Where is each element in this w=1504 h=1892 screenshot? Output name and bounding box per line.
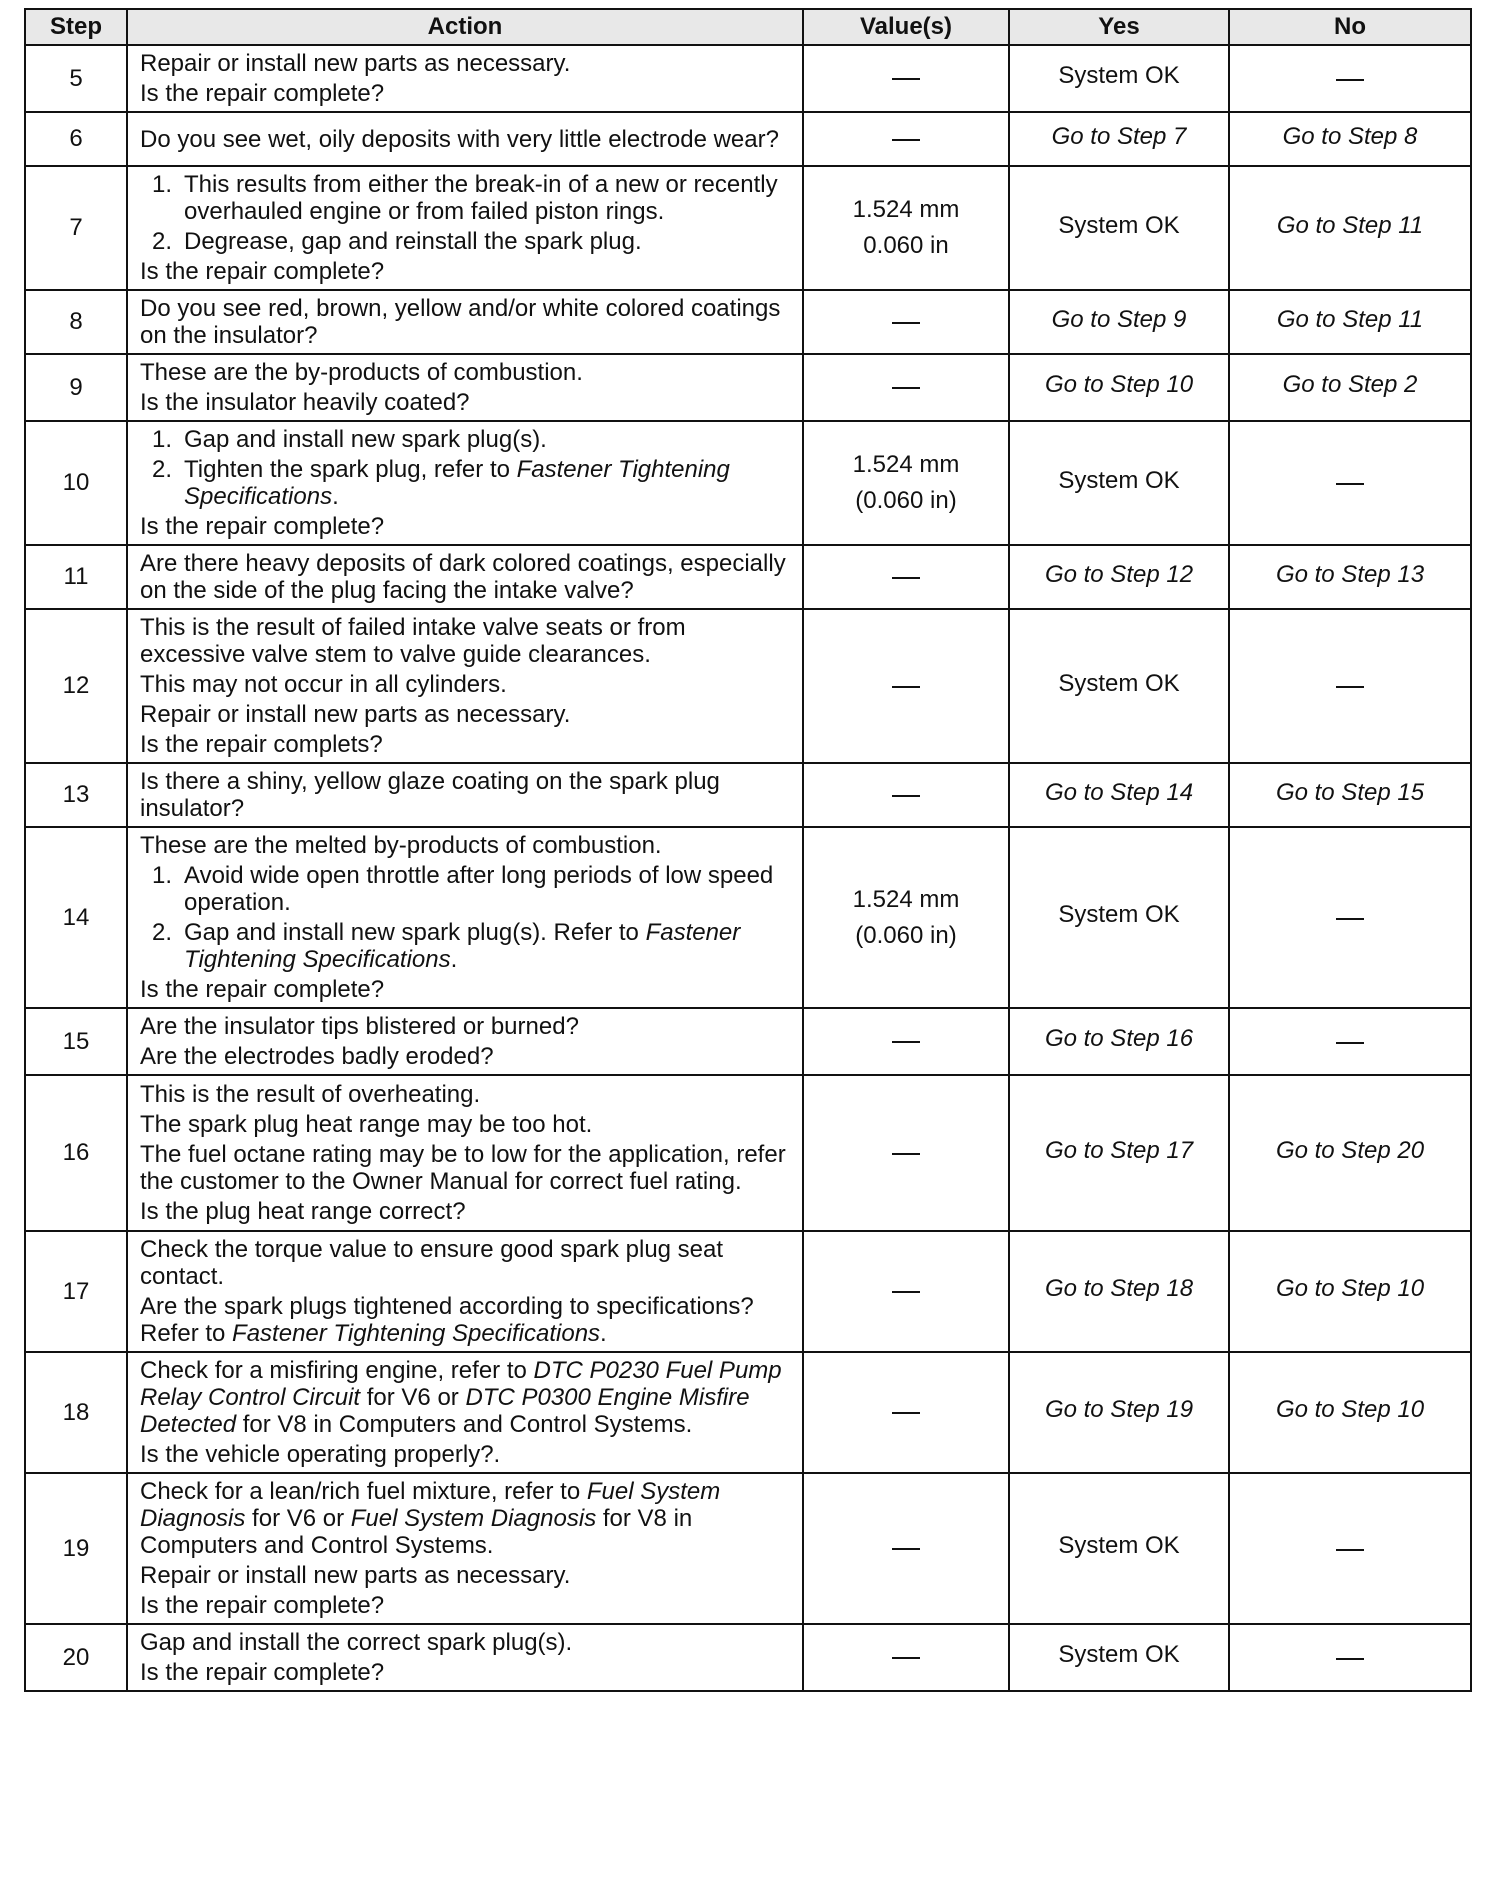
action-paragraph	[140, 389, 792, 416]
action-text: Are the insulator tips blistered or burned?	[140, 1013, 579, 1040]
list-text	[184, 426, 792, 453]
action-text: This results from either the break-in of a new or recently overhauled engine or from failed piston rings.	[184, 171, 778, 225]
action-text: Are the spark plugs tightened according to specifications? Refer to	[140, 1293, 754, 1347]
no-cell	[1229, 112, 1471, 166]
step-cell: 20	[25, 1624, 127, 1691]
em-dash-mark	[892, 577, 920, 579]
action-list-item	[140, 228, 792, 255]
no-cell	[1229, 421, 1471, 545]
table-row	[25, 354, 1471, 421]
action-text: Check for a misfiring engine, refer to	[140, 1357, 534, 1384]
step-cell: 13	[25, 763, 127, 827]
values-cell	[803, 290, 1009, 354]
action-paragraph	[140, 550, 792, 604]
no-cell	[1229, 1008, 1471, 1075]
goto-step-text: Go to Step 13	[1275, 560, 1425, 588]
reference-link-text: Fastener Tightening Specifications	[184, 456, 730, 510]
values-cell	[803, 1008, 1009, 1075]
header-yes: Yes	[1009, 9, 1229, 45]
goto-step-text: Go to Step 20	[1275, 1136, 1425, 1164]
no-cell	[1229, 609, 1471, 763]
system-ok-text: System OK	[1058, 1641, 1180, 1668]
action-text: Gap and install the correct spark plug(s).	[140, 1629, 573, 1656]
step-cell: 8	[25, 290, 127, 354]
em-dash-mark	[1336, 79, 1364, 81]
action-text: for V6 or	[360, 1384, 466, 1411]
action-paragraph	[140, 614, 792, 668]
yes-cell	[1009, 354, 1229, 421]
list-text	[184, 919, 792, 973]
list-text	[184, 228, 792, 255]
goto-step-text: Go to Step 11	[1276, 305, 1424, 333]
action-paragraph	[140, 1141, 792, 1195]
action-text: Is the repair complete?	[140, 258, 385, 285]
action-text: This is the result of overheating.	[140, 1081, 481, 1108]
goto-step-text: Go to Step 10	[1275, 1275, 1425, 1302]
action-list-item	[140, 426, 792, 453]
yes-cell	[1009, 290, 1229, 354]
goto-step-text: Go to Step 11	[1276, 211, 1424, 239]
em-dash-mark	[892, 1412, 920, 1414]
action-paragraph	[140, 976, 792, 1003]
action-text: .	[600, 1320, 607, 1347]
action-paragraph	[140, 513, 792, 540]
goto-step-text: Go to Step 7	[1051, 122, 1187, 150]
table-row	[25, 112, 1471, 166]
em-dash-mark	[1336, 918, 1364, 920]
action-text: Is the insulator heavily coated?	[140, 389, 470, 416]
table-row	[25, 763, 1471, 827]
no-cell	[1229, 1352, 1471, 1473]
action-text: Are there heavy deposits of dark colored coatings, especially on the side of the plug facing the intake valve?	[140, 550, 786, 604]
no-cell	[1229, 166, 1471, 290]
step-cell: 10	[25, 421, 127, 545]
yes-cell	[1009, 1352, 1229, 1473]
action-cell	[127, 354, 803, 421]
table-row	[25, 609, 1471, 763]
list-number: 2.	[151, 228, 172, 255]
yes-cell	[1009, 1624, 1229, 1691]
action-paragraph	[140, 1357, 792, 1438]
action-cell	[127, 166, 803, 290]
yes-cell	[1009, 609, 1229, 763]
reference-link-text: Fastener Tightening Specifications	[232, 1320, 601, 1347]
system-ok-text: System OK	[1058, 211, 1180, 239]
action-text: This is the result of failed intake valve seats or from excessive valve stem to valve guide clearances.	[140, 614, 686, 668]
yes-cell	[1009, 1008, 1229, 1075]
yes-cell	[1009, 1075, 1229, 1231]
list-number: 1.	[151, 862, 172, 889]
action-paragraph	[140, 1659, 792, 1686]
diagnostic-table-page	[24, 8, 1470, 1692]
em-dash-mark	[892, 387, 920, 389]
action-cell	[127, 1231, 803, 1352]
action-paragraph	[140, 1043, 792, 1070]
list-text	[184, 171, 792, 225]
action-paragraph	[140, 126, 792, 153]
step-cell: 5	[25, 45, 127, 112]
action-text: Is the repair complete?	[140, 1592, 385, 1619]
em-dash-mark	[892, 1041, 920, 1043]
system-ok-text: System OK	[1058, 901, 1180, 928]
goto-step-text: Go to Step 2	[1282, 371, 1418, 398]
action-paragraph	[140, 50, 792, 77]
yes-cell	[1009, 421, 1229, 545]
action-text: The fuel octane rating may be to low for the application, refer the customer to the Owner Manual for correct fuel rating.	[140, 1141, 786, 1195]
yes-cell	[1009, 1473, 1229, 1624]
step-cell: 12	[25, 609, 127, 763]
system-ok-text: System OK	[1058, 62, 1180, 89]
no-cell	[1229, 545, 1471, 609]
action-text: Check the torque value to ensure good spark plug seat contact.	[140, 1236, 724, 1290]
header-action: Action	[127, 9, 803, 45]
goto-step-text: Go to Step 12	[1044, 560, 1194, 588]
table-row	[25, 1231, 1471, 1352]
action-cell	[127, 1075, 803, 1231]
header-values: Value(s)	[803, 9, 1009, 45]
step-cell: 19	[25, 1473, 127, 1624]
values-cell	[803, 421, 1009, 545]
value-text: 1.524 mm	[852, 451, 960, 478]
step-cell: 16	[25, 1075, 127, 1231]
goto-step-text: Go to Step 16	[1044, 1025, 1194, 1052]
action-list-item	[140, 456, 792, 510]
em-dash-mark	[892, 322, 920, 324]
no-cell	[1229, 45, 1471, 112]
yes-cell	[1009, 45, 1229, 112]
goto-step-text: Go to Step 18	[1044, 1275, 1194, 1302]
list-number: 2.	[151, 456, 172, 483]
action-paragraph	[140, 1478, 792, 1559]
values-cell	[803, 354, 1009, 421]
step-cell: 11	[25, 545, 127, 609]
reference-link-text: Fuel System Diagnosis	[350, 1505, 597, 1532]
action-paragraph	[140, 1592, 792, 1619]
action-text: Check for a lean/rich fuel mixture, refer to	[140, 1478, 587, 1505]
table-body	[25, 45, 1471, 1691]
action-cell	[127, 827, 803, 1008]
action-cell	[127, 421, 803, 545]
em-dash-mark	[892, 78, 920, 80]
em-dash-mark	[1336, 1658, 1364, 1660]
action-paragraph	[140, 1293, 792, 1347]
system-ok-text: System OK	[1058, 1532, 1180, 1559]
action-text: for V8 in Computers and Control Systems.	[236, 1411, 693, 1438]
action-cell	[127, 763, 803, 827]
action-text: The spark plug heat range may be too hot.	[140, 1111, 593, 1138]
action-text: for V8 in Computers and Control Systems.	[140, 1505, 693, 1559]
action-text: Repair or install new parts as necessary.	[140, 50, 571, 77]
table-row	[25, 290, 1471, 354]
action-paragraph	[140, 1081, 792, 1108]
action-text: Is there a shiny, yellow glaze coating on the spark plug insulator?	[140, 768, 720, 822]
action-text: .	[450, 946, 458, 973]
goto-step-text: Go to Step 9	[1051, 305, 1187, 333]
system-ok-text: System OK	[1058, 669, 1180, 697]
action-text: Do you see wet, oily deposits with very little electrode wear?	[140, 125, 779, 153]
action-cell	[127, 112, 803, 166]
action-text: Degrease, gap and reinstall the spark plug.	[184, 228, 642, 255]
values-cell	[803, 1352, 1009, 1473]
step-cell: 17	[25, 1231, 127, 1352]
action-text: Tighten the spark plug, refer to	[184, 456, 517, 483]
reference-link-text: DTC P0230 Fuel Pump Relay Control Circuit	[140, 1357, 782, 1411]
em-dash-mark	[1336, 1042, 1364, 1044]
action-text: Is the repair complete?	[140, 80, 385, 107]
action-text: These are the by-products of combustion.	[140, 359, 583, 386]
value-text: 1.524 mm	[852, 885, 960, 913]
diagnostic-table	[24, 8, 1472, 1692]
step-cell: 7	[25, 166, 127, 290]
action-cell	[127, 1473, 803, 1624]
no-cell	[1229, 763, 1471, 827]
values-cell	[803, 166, 1009, 290]
yes-cell	[1009, 112, 1229, 166]
no-cell	[1229, 1231, 1471, 1352]
values-cell	[803, 545, 1009, 609]
em-dash-mark	[892, 1548, 920, 1550]
em-dash-mark	[892, 795, 920, 797]
action-text: Is the vehicle operating properly?.	[140, 1441, 501, 1468]
values-cell	[803, 763, 1009, 827]
action-paragraph	[140, 731, 792, 758]
action-paragraph	[140, 1236, 792, 1290]
action-paragraph	[140, 1013, 792, 1040]
action-paragraph	[140, 1629, 792, 1656]
value-text: 1.524 mm	[852, 196, 960, 223]
table-row	[25, 1473, 1471, 1624]
yes-cell	[1009, 763, 1229, 827]
table-row	[25, 1075, 1471, 1231]
goto-step-text: Go to Step 10	[1044, 371, 1194, 398]
action-paragraph	[140, 701, 792, 728]
values-cell	[803, 609, 1009, 763]
step-cell: 14	[25, 827, 127, 1008]
action-text: Repair or install new parts as necessary.	[140, 1562, 571, 1589]
yes-cell	[1009, 545, 1229, 609]
value-text: 0.060 in	[863, 232, 949, 259]
action-paragraph	[140, 258, 792, 285]
header-no: No	[1229, 9, 1471, 45]
goto-step-text: Go to Step 10	[1275, 1396, 1425, 1423]
em-dash-mark	[1336, 1549, 1364, 1551]
action-cell	[127, 545, 803, 609]
action-text: Gap and install new spark plug(s). Refer to	[184, 919, 646, 946]
action-list-item	[140, 862, 792, 916]
action-cell	[127, 1352, 803, 1473]
em-dash-mark	[892, 139, 920, 141]
values-cell	[803, 1075, 1009, 1231]
action-paragraph	[140, 671, 792, 698]
action-text: Is the repair complete?	[140, 1659, 385, 1686]
table-row	[25, 827, 1471, 1008]
em-dash-mark	[892, 1291, 920, 1293]
values-cell	[803, 1624, 1009, 1691]
table-header-row	[25, 9, 1471, 45]
goto-step-text: Go to Step 8	[1282, 122, 1418, 150]
goto-step-text: Go to Step 14	[1044, 778, 1194, 806]
action-text: Are the electrodes badly eroded?	[140, 1043, 494, 1070]
table-row	[25, 1624, 1471, 1691]
no-cell	[1229, 1075, 1471, 1231]
step-cell: 9	[25, 354, 127, 421]
action-text: Is the plug heat range correct?	[140, 1198, 466, 1225]
action-paragraph	[140, 359, 792, 386]
action-cell	[127, 609, 803, 763]
goto-step-text: Go to Step 17	[1044, 1136, 1194, 1164]
action-text: Avoid wide open throttle after long periods of low speed operation.	[184, 862, 774, 916]
action-paragraph	[140, 80, 792, 107]
system-ok-text: System OK	[1058, 466, 1180, 494]
action-paragraph	[140, 832, 792, 859]
values-cell	[803, 1473, 1009, 1624]
action-paragraph	[140, 1111, 792, 1138]
action-text: Gap and install new spark plug(s).	[184, 426, 547, 453]
action-cell	[127, 45, 803, 112]
action-cell	[127, 1008, 803, 1075]
list-number: 1.	[151, 426, 172, 453]
action-cell	[127, 290, 803, 354]
value-text: (0.060 in)	[855, 487, 957, 514]
action-cell	[127, 1624, 803, 1691]
reference-link-text: Fuel System Diagnosis	[140, 1478, 721, 1532]
action-text: Do you see red, brown, yellow and/or white colored coatings on the insulator?	[140, 295, 781, 349]
yes-cell	[1009, 166, 1229, 290]
list-text	[184, 862, 792, 916]
step-cell: 6	[25, 112, 127, 166]
table-row	[25, 1008, 1471, 1075]
no-cell	[1229, 1473, 1471, 1624]
values-cell	[803, 45, 1009, 112]
goto-step-text: Go to Step 15	[1275, 778, 1425, 806]
em-dash-mark	[892, 686, 920, 688]
value-text: (0.060 in)	[855, 921, 957, 949]
action-list-item	[140, 919, 792, 973]
table-row	[25, 421, 1471, 545]
values-cell	[803, 1231, 1009, 1352]
reference-link-text: Fastener Tightening Specifications	[184, 919, 741, 973]
table-row	[25, 166, 1471, 290]
action-text: Is the repair complete?	[140, 513, 385, 540]
goto-step-text: Go to Step 19	[1044, 1396, 1194, 1423]
action-text: Is the repair complete?	[140, 976, 385, 1003]
table-row	[25, 45, 1471, 112]
table-row	[25, 1352, 1471, 1473]
values-cell	[803, 112, 1009, 166]
list-number: 2.	[151, 919, 172, 946]
em-dash-mark	[892, 1657, 920, 1659]
step-cell: 15	[25, 1008, 127, 1075]
em-dash-mark	[892, 1153, 920, 1155]
action-text: This may not occur in all cylinders.	[140, 671, 507, 698]
action-text: .	[332, 483, 339, 510]
table-row	[25, 545, 1471, 609]
yes-cell	[1009, 1231, 1229, 1352]
list-text	[184, 456, 792, 510]
action-text: for V6 or	[245, 1505, 351, 1532]
em-dash-mark	[1336, 686, 1364, 688]
action-paragraph	[140, 768, 792, 822]
list-number: 1.	[151, 171, 172, 198]
action-list-item	[140, 171, 792, 225]
em-dash-mark	[1336, 483, 1364, 485]
yes-cell	[1009, 827, 1229, 1008]
values-cell	[803, 827, 1009, 1008]
no-cell	[1229, 354, 1471, 421]
header-step: Step	[25, 9, 127, 45]
action-text: Is the repair complets?	[140, 731, 383, 758]
no-cell	[1229, 290, 1471, 354]
action-text: These are the melted by-products of combustion.	[140, 832, 662, 859]
reference-link-text: DTC P0300 Engine Misfire Detected	[140, 1384, 750, 1438]
action-paragraph	[140, 1441, 792, 1468]
no-cell	[1229, 1624, 1471, 1691]
step-cell: 18	[25, 1352, 127, 1473]
action-paragraph	[140, 1562, 792, 1589]
action-paragraph	[140, 295, 792, 349]
action-text: Repair or install new parts as necessary.	[140, 701, 571, 728]
no-cell	[1229, 827, 1471, 1008]
action-paragraph	[140, 1198, 792, 1225]
